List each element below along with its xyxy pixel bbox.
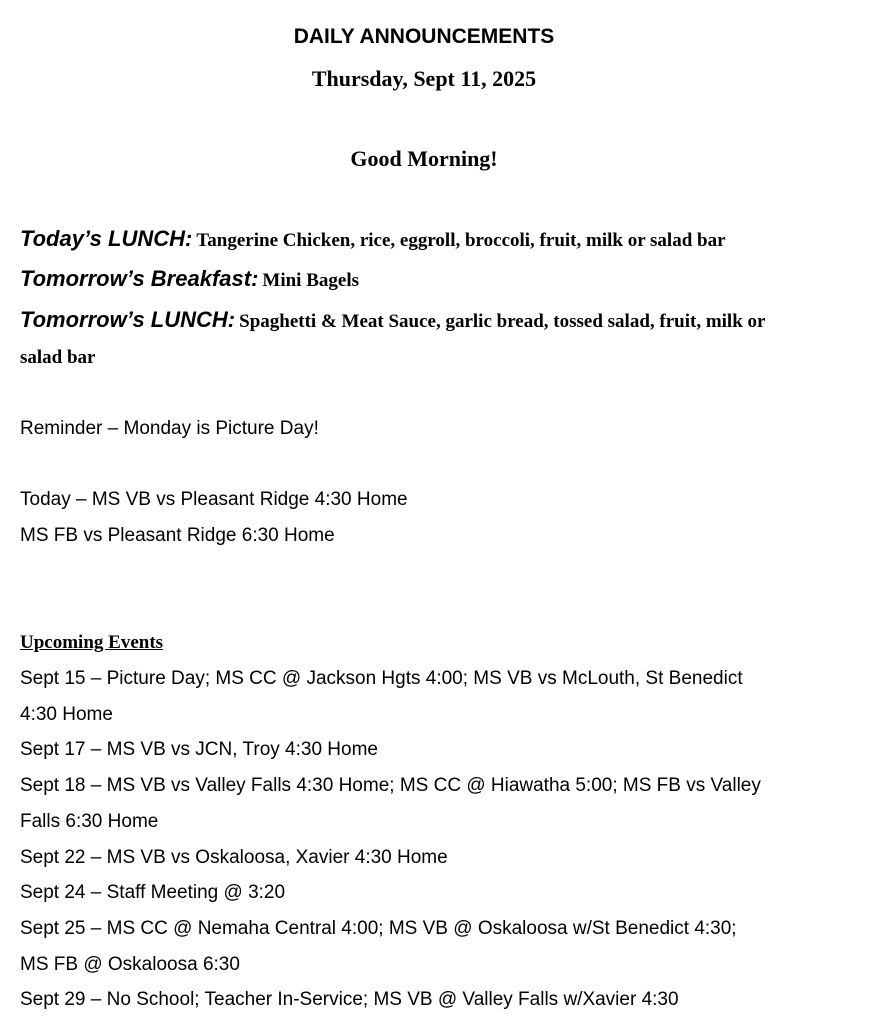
upcoming-event-line: Falls 6:30 Home xyxy=(20,811,159,832)
tomorrow-breakfast-label: Tomorrow’s Breakfast: xyxy=(20,266,259,291)
upcoming-event-line: Sept 17 – MS VB vs JCN, Troy 4:30 Home xyxy=(20,739,378,760)
tomorrow-lunch-line xyxy=(20,307,765,333)
upcoming-events-heading: Upcoming Events xyxy=(20,632,164,653)
document-date: Thursday, Sept 11, 2025 xyxy=(311,66,537,91)
upcoming-event-line: Sept 25 – MS CC @ Nemaha Central 4:00; MS VB @ Oskaloosa w/St Benedict 4:30; xyxy=(20,918,737,939)
tomorrow-lunch-text-continued: salad bar xyxy=(20,347,96,368)
upcoming-event-line: Sept 29 – No School; Teacher In-Service; MS VB @ Valley Falls w/Xavier 4:30 xyxy=(20,989,679,1010)
upcoming-event-line: Sept 22 – MS VB vs Oskaloosa, Xavier 4:30 Home xyxy=(20,847,448,868)
today-event: Today – MS VB vs Pleasant Ridge 4:30 Home xyxy=(20,489,408,510)
tomorrow-lunch-label: Tomorrow’s LUNCH: xyxy=(20,307,236,332)
upcoming-event-line: MS FB @ Oskaloosa 6:30 xyxy=(20,954,240,975)
upcoming-event-line: Sept 24 – Staff Meeting @ 3:20 xyxy=(20,882,286,903)
today-lunch-label: Today’s LUNCH: xyxy=(20,226,193,251)
tomorrow-lunch-text: Spaghetti & Meat Sauce, garlic bread, tossed salad, fruit, milk or xyxy=(239,311,766,332)
upcoming-event-line: 4:30 Home xyxy=(20,704,113,725)
today-event: MS FB vs Pleasant Ridge 6:30 Home xyxy=(20,525,335,546)
document-title: DAILY ANNOUNCEMENTS xyxy=(293,25,555,48)
today-lunch-line xyxy=(20,226,726,252)
greeting: Good Morning! xyxy=(350,146,498,171)
upcoming-event-line: Sept 15 – Picture Day; MS CC @ Jackson Hgts 4:00; MS VB vs McLouth, St Benedict xyxy=(20,668,743,689)
today-lunch-text: Tangerine Chicken, rice, eggroll, broccoli, fruit, milk or salad bar xyxy=(196,230,726,251)
tomorrow-breakfast-text: Mini Bagels xyxy=(262,270,359,291)
upcoming-event-line: Sept 18 – MS VB vs Valley Falls 4:30 Home; MS CC @ Hiawatha 5:00; MS FB vs Valley xyxy=(20,775,761,796)
tomorrow-breakfast-line xyxy=(20,266,359,292)
reminder-text: Reminder – Monday is Picture Day! xyxy=(20,418,319,439)
